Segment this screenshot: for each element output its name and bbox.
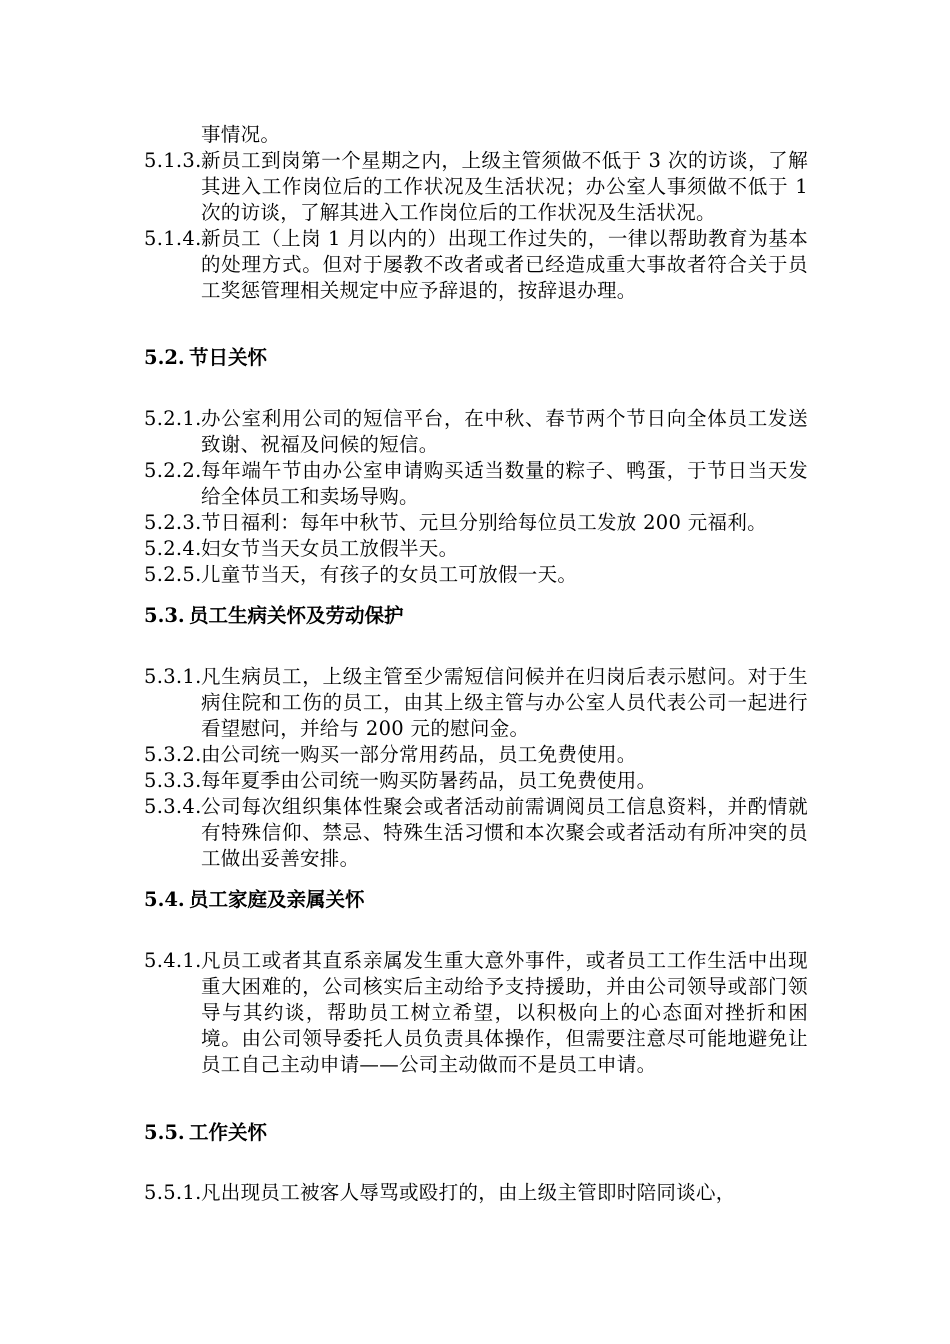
list-item-5-5-1 (144, 1180, 808, 1206)
item-text: 新员工（上岗 1 月以内的）出现工作过失的，一律以帮助教育为基本的处理方式。但对于屡教不改者或者已经造成重大事故者符合关于员工奖惩管理相关规定中应予辞退的，按辞退办理。 (201, 227, 808, 302)
list-item-5-2-2 (144, 458, 808, 510)
heading-number: 5.3. (144, 604, 185, 627)
item-number: 5.5.1. (144, 1181, 202, 1204)
item-text: 凡员工或者其直系亲属发生重大意外事件，或者员工工作生活中出现重大困难的，公司核实后主动给予支持援助，并由公司领导或部门领导与其约谈，帮助员工树立希望，以积极向上的心态面对挫折和困境。由公司领导委托人员负责具体操作，但需要注意尽可能地避免让员工自己主动申请——公司主动做而不是员工申请。 (201, 949, 808, 1076)
list-item-5-3-1 (144, 664, 808, 742)
item-number: 5.2.2. (144, 459, 202, 482)
item-text: 事情况。 (201, 123, 281, 146)
heading-title: 员工家庭及亲属关怀 (189, 888, 365, 911)
item-number: 5.2.5. (144, 563, 202, 586)
item-text: 儿童节当天，有孩子的女员工可放假一天。 (201, 563, 578, 586)
section-heading-5-3 (144, 603, 404, 629)
section-5-4-list (144, 948, 808, 1078)
list-item-5-3-4 (144, 794, 808, 872)
item-text: 凡出现员工被客人辱骂或殴打的，由上级主管即时陪同谈心， (201, 1181, 736, 1204)
item-number: 5.1.3. (144, 149, 202, 172)
item-text: 每年端午节由办公室申请购买适当数量的粽子、鸭蛋，于节日当天发给全体员工和卖场导购。 (201, 459, 808, 508)
section-5-2-list (144, 406, 808, 588)
section-heading-5-2 (144, 345, 267, 371)
item-text: 公司每次组织集体性聚会或者活动前需调阅员工信息资料，并酌情就有特殊信仰、禁忌、特殊生活习惯和本次聚会或者活动有所冲突的员工做出妥善安排。 (201, 795, 808, 870)
list-item-5-1-3 (144, 148, 808, 226)
item-text: 节日福利：每年中秋节、元旦分别给每位员工发放 200 元福利。 (201, 511, 767, 534)
item-text: 新员工到岗第一个星期之内，上级主管须做不低于 3 次的访谈，了解其进入工作岗位后的工作状况及生活状况；办公室人事须做不低于 1 次的访谈，了解其进入工作岗位后的工作状况及生活状况。 (201, 149, 808, 224)
item-text: 由公司统一购买一部分常用药品，员工免费使用。 (201, 743, 637, 766)
list-item-5-3-3 (144, 768, 808, 794)
list-item-5-2-1 (144, 406, 808, 458)
item-text: 妇女节当天女员工放假半天。 (201, 537, 459, 560)
list-item-5-3-2 (144, 742, 808, 768)
list-item-5-1-4 (144, 226, 808, 304)
item-number: 5.2.4. (144, 537, 202, 560)
item-number: 5.2.3. (144, 511, 202, 534)
heading-number: 5.5. (144, 1121, 185, 1144)
section-5-3-list (144, 664, 808, 872)
item-number: 5.3.2. (144, 743, 202, 766)
section-5-1-continuation (144, 122, 808, 304)
item-text: 凡生病员工，上级主管至少需短信问候并在归岗后表示慰问。对于生病住院和工伤的员工，由其上级主管与办公室人员代表公司一起进行看望慰问，并给与 200 元的慰问金。 (201, 665, 808, 740)
item-number: 5.3.1. (144, 665, 202, 688)
list-item-5-2-5 (144, 562, 808, 588)
section-heading-5-4 (144, 887, 365, 913)
item-number: 5.1.4. (144, 227, 202, 250)
item-number: 5.4.1. (144, 949, 202, 972)
list-item (144, 122, 808, 148)
section-heading-5-5 (144, 1120, 267, 1146)
item-number: 5.3.4. (144, 795, 202, 818)
heading-number: 5.4. (144, 888, 185, 911)
section-5-5-list (144, 1180, 808, 1206)
heading-title: 节日关怀 (189, 346, 268, 369)
item-number: 5.2.1. (144, 407, 202, 430)
list-item-5-4-1 (144, 948, 808, 1078)
item-text: 办公室利用公司的短信平台，在中秋、春节两个节日向全体员工发送致谢、祝福及问候的短信。 (201, 407, 808, 456)
item-number: 5.3.3. (144, 769, 202, 792)
heading-title: 工作关怀 (189, 1121, 268, 1144)
list-item-5-2-3 (144, 510, 808, 536)
heading-number: 5.2. (144, 346, 185, 369)
item-text: 每年夏季由公司统一购买防暑药品，员工免费使用。 (201, 769, 657, 792)
list-item-5-2-4 (144, 536, 808, 562)
heading-title: 员工生病关怀及劳动保护 (189, 604, 404, 627)
